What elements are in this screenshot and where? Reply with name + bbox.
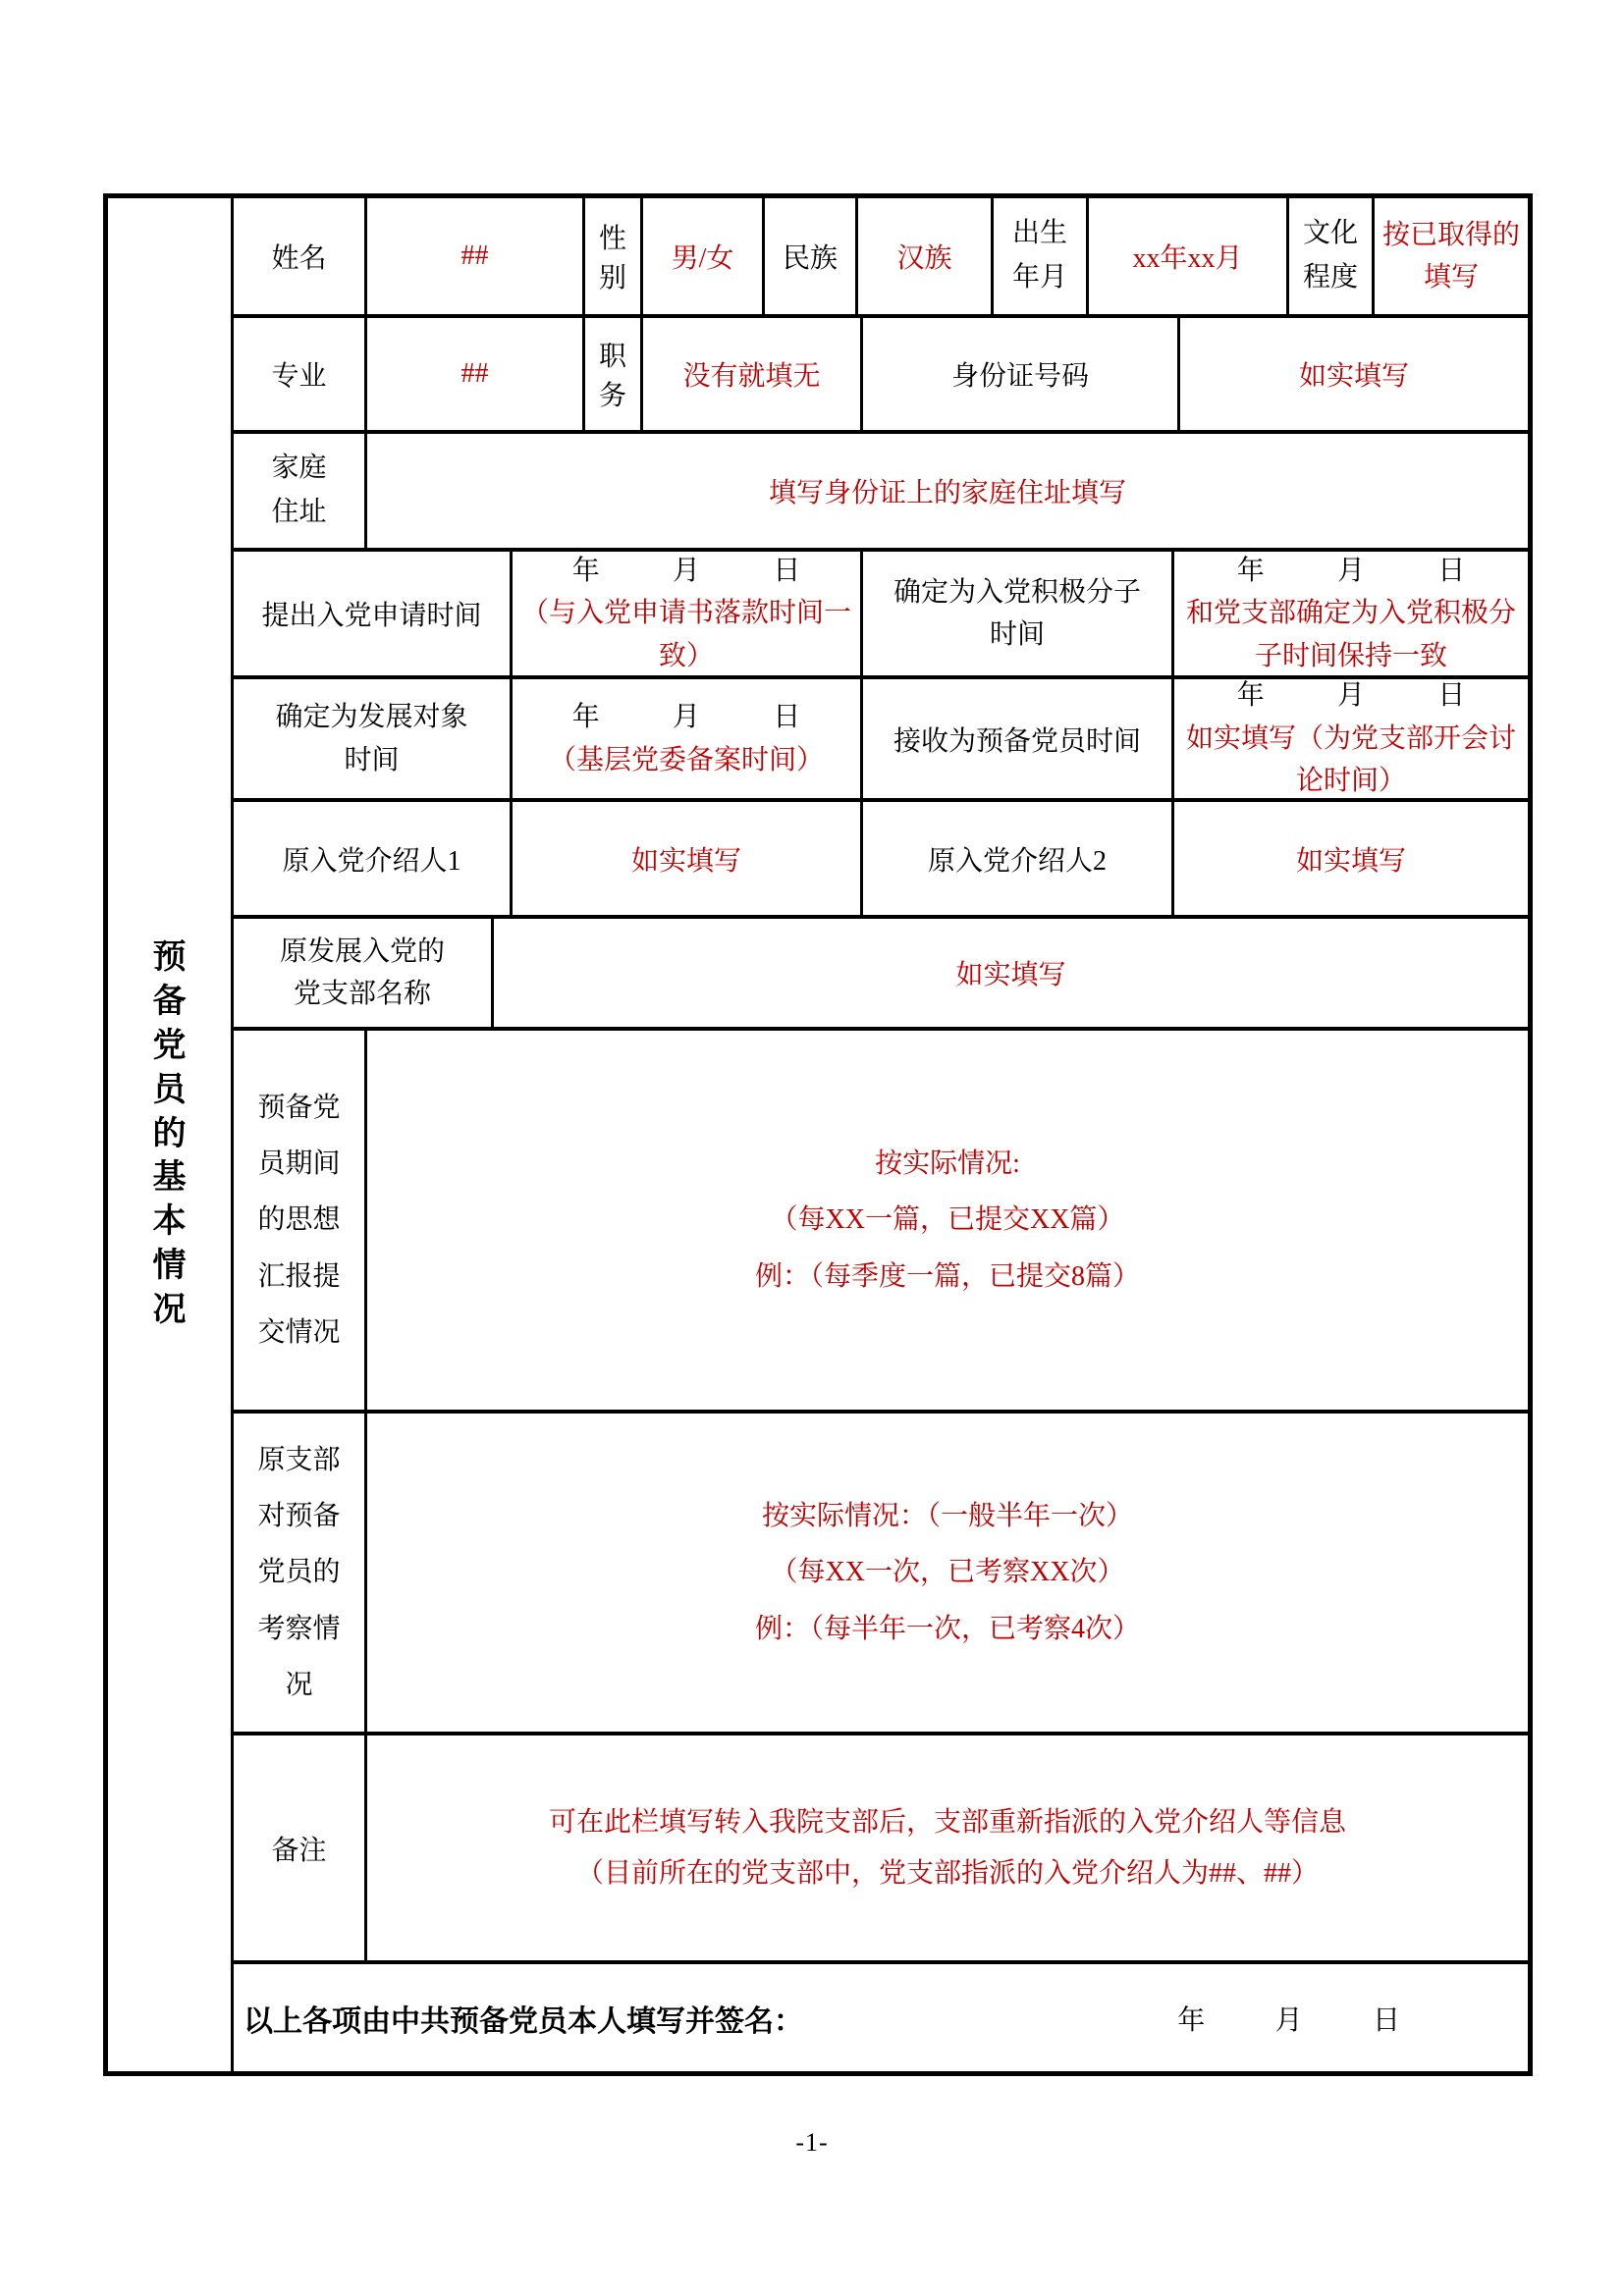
row-signature [234, 1960, 1528, 2071]
introducer1-label: 原入党介绍人1 [282, 845, 461, 877]
address-value: 填写身份证上的家庭住址填写 [364, 434, 1528, 548]
row-home-address [234, 430, 1528, 548]
inspection-value [364, 1414, 1528, 1732]
inspection-line3: 例：（每半年一次，已考察4次） [754, 1613, 1140, 1644]
duty-label: 职务 [582, 318, 640, 430]
ethnic-value: 汉族 [855, 198, 991, 314]
duty-value: 没有就填无 [640, 318, 860, 430]
apply-time-value [510, 552, 860, 675]
remarks-line1: 可在此栏填写转入我院支部后，支部重新指派的入党介绍人等信息 [548, 1806, 1346, 1838]
activist-time-label: 确定为入党积极分子时间 [860, 552, 1171, 675]
side-title-cell [108, 198, 234, 2071]
signature-instruction: 以上各项由中共预备党员本人填写并签名： [244, 2004, 803, 2038]
ethnic-label: 民族 [762, 198, 855, 314]
introducer2-label: 原入党介绍人2 [860, 802, 1171, 915]
target-date-blanks: 年 月 日 [571, 702, 801, 733]
remarks-label: 备注 [271, 1835, 327, 1866]
target-time-value [510, 679, 860, 798]
row-basic-1 [234, 198, 1528, 314]
row-remarks [234, 1732, 1528, 1960]
remarks-value [364, 1735, 1528, 1960]
thought-reports-line1: 按实际情况: [875, 1148, 1020, 1179]
inspection-line2: （每XX一次，已考察XX次） [770, 1557, 1125, 1588]
id-number-label: 身份证号码 [860, 318, 1177, 430]
major-value: ## [364, 318, 582, 430]
thought-reports-label: 预备党员期间的思想汇报提交情况 [257, 1092, 341, 1349]
activist-time-value [1171, 552, 1528, 675]
row-application-time [234, 548, 1528, 675]
activist-note: 和党支部确定为入党积极分子时间保持一致 [1185, 598, 1516, 671]
form-body [234, 198, 1528, 2071]
probation-note: 如实填写（为党支部开会讨论时间） [1185, 722, 1516, 797]
row-inspection [234, 1410, 1528, 1732]
remarks-line2: （目前所在的党支部中，党支部指派的入党介绍人为##、##） [575, 1857, 1319, 1889]
target-note: （基层党委备案时间） [548, 744, 824, 775]
introducer2-value: 如实填写 [1171, 802, 1528, 915]
edu-value: 按已取得的填写 [1372, 198, 1528, 314]
signature-date-blanks: 年 月 日 [1177, 2004, 1400, 2036]
row-basic-2 [234, 314, 1528, 430]
inspection-line1: 按实际情况：（一般半年一次） [761, 1500, 1133, 1531]
introducer1-value: 如实填写 [510, 802, 860, 915]
original-branch-label: 原发展入党的党支部名称 [279, 935, 445, 1009]
row-original-branch [234, 915, 1528, 1027]
probation-time-label: 接收为预备党员时间 [860, 679, 1171, 798]
apply-note: （与入党申请书落款时间一致） [520, 598, 851, 671]
edu-label: 文化程度 [1286, 198, 1372, 314]
side-title: 预备党员的基本情况 [152, 939, 187, 1329]
row-development-time [234, 675, 1528, 798]
thought-reports-value [364, 1031, 1528, 1410]
apply-date-blanks: 年 月 日 [571, 555, 801, 586]
signature-cell [234, 1993, 1528, 2044]
original-branch-value: 如实填写 [491, 919, 1528, 1027]
gender-label: 性别 [582, 198, 640, 314]
row-thought-reports [234, 1027, 1528, 1410]
address-label: 家庭住址 [271, 453, 327, 527]
id-number-value: 如实填写 [1177, 318, 1528, 430]
major-label: 专业 [271, 361, 327, 392]
probationary-member-form-table [103, 193, 1533, 2076]
name-value: ## [364, 198, 582, 314]
birth-label: 出生年月 [991, 198, 1086, 314]
gender-value: 男/女 [640, 198, 762, 314]
inspection-label: 原支部对预备党员的考察情况 [257, 1444, 341, 1701]
thought-reports-line3: 例：（每季度一篇，已提交8篇） [754, 1260, 1140, 1292]
page-number: -1- [795, 2128, 829, 2157]
thought-reports-line2: （每XX一篇，已提交XX篇） [770, 1204, 1125, 1236]
probation-date-blanks: 年 月 日 [1236, 680, 1466, 712]
target-time-label: 确定为发展对象时间 [275, 702, 468, 775]
birth-value: xx年xx月 [1086, 198, 1286, 314]
activist-date-blanks: 年 月 日 [1236, 555, 1466, 586]
probation-time-value [1171, 679, 1528, 798]
name-label: 姓名 [271, 243, 327, 274]
apply-time-label: 提出入党申请时间 [261, 601, 482, 631]
row-introducers [234, 798, 1528, 915]
